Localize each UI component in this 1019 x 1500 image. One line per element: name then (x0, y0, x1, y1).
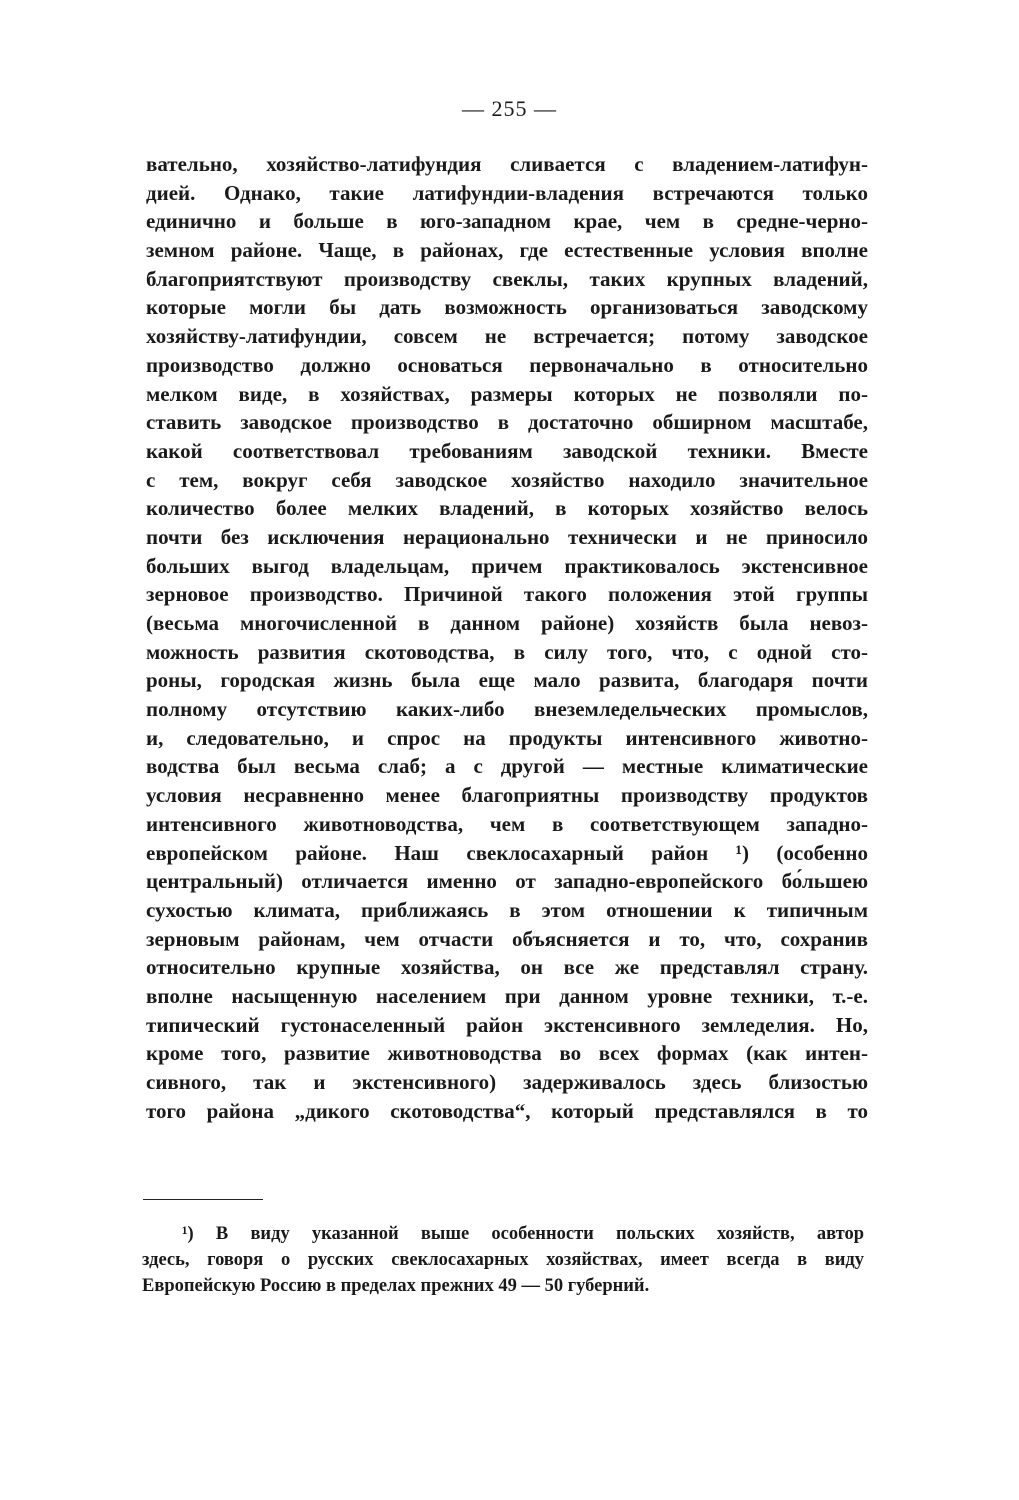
text-line: вполне насыщенную населением при данном уровне техники, т.-е. (146, 983, 868, 1008)
text-line: роны, городская жизнь была еще мало развита, благодаря почти (146, 668, 868, 693)
text-line: сухостью климата, приближаясь в этом отношении к типичным (146, 897, 868, 922)
page-number: — 255 — (462, 96, 557, 121)
text-line: количество более мелких владений, в которых хозяйство велось (146, 496, 868, 521)
main-text (146, 150, 868, 1125)
text-line: земном районе. Чаще, в районах, где естественные условия вполне (146, 238, 868, 263)
footnotes (142, 1221, 864, 1299)
text-line: вательно, хозяйство-латифундия сливается с владением-латифун- (146, 152, 868, 176)
text-line: благоприятствуют производству свеклы, таких крупных владений, (146, 266, 868, 291)
text-line: какой соответствовал требованиям заводской техники. Вместе (146, 438, 868, 463)
text-line: зерновым районам, чем отчасти объясняется и то, что, сохранив (146, 926, 868, 951)
text-line: больших выгод владельцам, причем практиковалось экстенсивное (146, 553, 868, 578)
text-line: относительно крупные хозяйства, он все же представлял страну. (146, 955, 868, 980)
text-line: которые могли бы дать возможность организоваться заводскому (146, 295, 868, 320)
text-line: условия несравненно менее благоприятны производству продуктов (146, 783, 868, 808)
footnote-line: Европейскую Россию в пределах прежних 49 — 50 губерний. (142, 1276, 650, 1296)
text-line: единично и больше в юго-западном крае, чем в средне-черно- (146, 209, 868, 234)
text-line: сивного, так и экстенсивного) задерживалось здесь близостью (146, 1070, 868, 1094)
footnote-divider (143, 1199, 263, 1200)
text-line: дией. Однако, такие латифундии-владения встречаются только (146, 180, 868, 205)
text-line: кроме того, развитие животноводства во всех формах (как интен- (146, 1041, 868, 1066)
text-line: того района „дикого скотоводства“, который представлялся в то (146, 1098, 868, 1123)
text-line: типический густонаселенный район экстенсивного земледелия. Но, (146, 1012, 868, 1037)
text-line: полному отсутствию каких-либо внеземледельческих промыслов, (146, 697, 868, 722)
text-line: зерновое производство. Причиной такого положения этой группы (146, 582, 868, 607)
text-line: производство должно основаться первоначально в относительно (146, 352, 868, 377)
text-line: центральный) отличается именно от западно-европейского бо́льшею (146, 869, 868, 894)
text-line: с тем, вокруг себя заводское хозяйство находило значительное (146, 467, 868, 492)
text-line: хозяйству-латифундии, совсем не встречается; потому заводское (146, 324, 868, 349)
text-line: водства был весьма слаб; а с другой — местные климатические (146, 754, 868, 779)
footnote-line: здесь, говоря о русских свеклосахарных хозяйствах, имеет всегда в виду (142, 1250, 864, 1270)
text-line: можность развития скотоводства, в силу того, что, с одной сто- (146, 639, 868, 664)
text-line: (весьма многочисленной в данном районе) хозяйств была невоз- (146, 611, 868, 635)
text-line: интенсивного животноводства, чем в соответствующем западно- (146, 811, 868, 836)
text-line: мелком виде, в хозяйствах, размеры которых не позволяли по- (146, 381, 868, 406)
text-line: и, следовательно, и спрос на продукты интенсивного животно- (146, 725, 868, 750)
text-line: европейском районе. Наш свеклосахарный район ¹) (особенно (146, 840, 868, 865)
footnote-line: ¹) В виду указанной выше особенности польских хозяйств, автор (182, 1224, 864, 1244)
text-line: ставить заводское производство в достаточно обширном масштабе, (146, 410, 868, 435)
text-line: почти без исключения нерационально технически и не приносило (146, 524, 868, 549)
